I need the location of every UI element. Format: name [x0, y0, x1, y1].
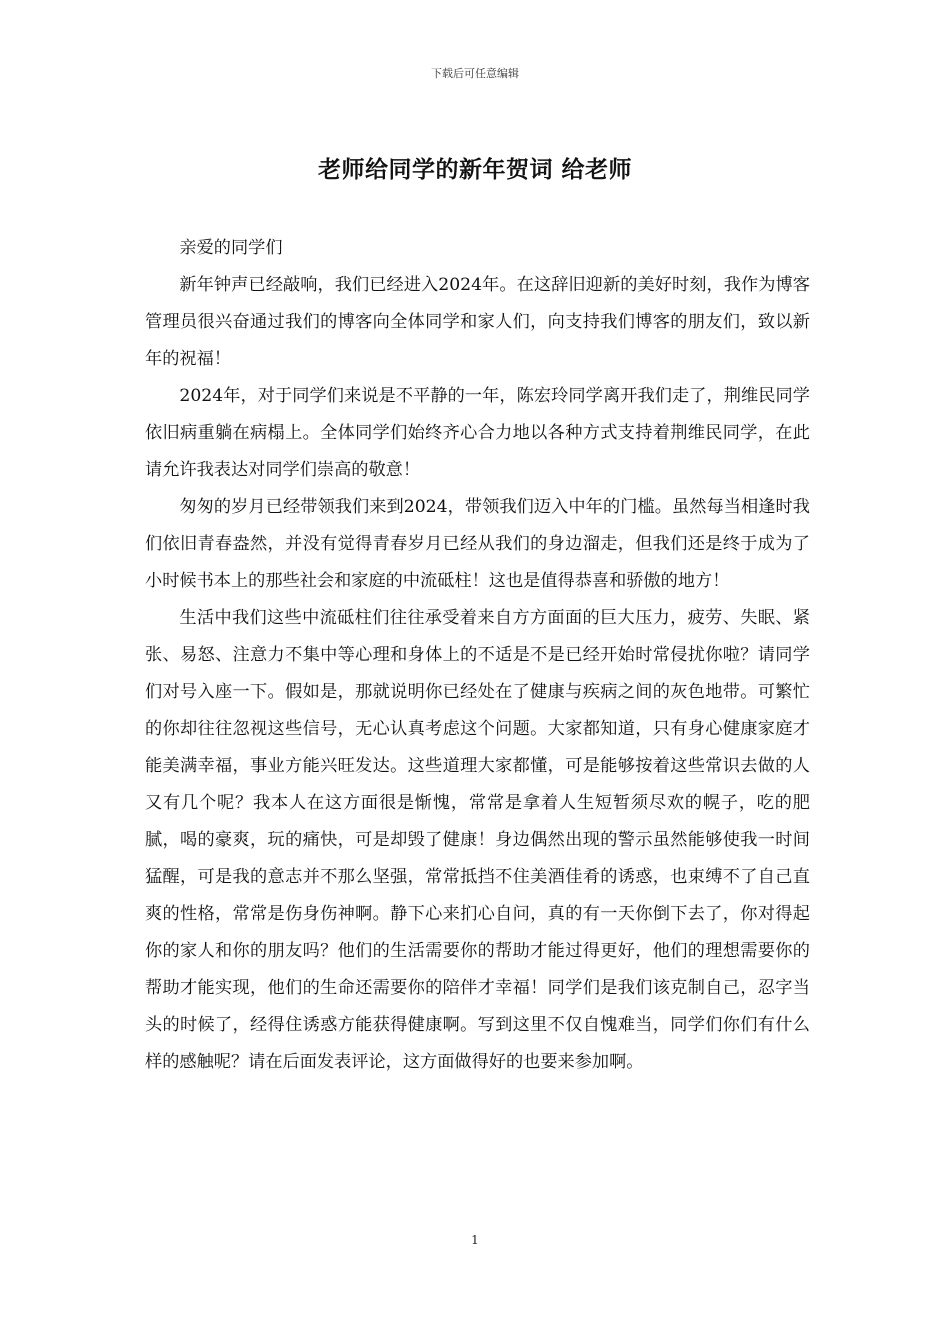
page-header-note: 下载后可任意编辑	[431, 67, 519, 80]
document-body	[145, 230, 810, 1081]
document-title: 老师给同学的新年贺词 给老师	[317, 156, 632, 183]
paragraph-4: 生活中我们这些中流砥柱们往往承受着来自方方面面的巨大压力，疲劳、失眠、紧张、易怒、注意力不集中等心理和身体上的不适是不是已经开始时常侵扰你啦？请同学们对号入座一下。假如是，那就说明你已经处在了健康与疾病之间的灰色地带。可繁忙的你却往往忽视这些信号，无心认真考虑这个问题。大家都知道，只有身心健康家庭才能美满幸福，事业方能兴旺发达。这些道理大家都懂，可是能够按着这些常识去做的人又有几个呢？我本人在这方面很是惭愧，常常是拿着人生短暂须尽欢的幌子，吃的肥腻，喝的豪爽，玩的痛快，可是却毁了健康！身边偶然出现的警示虽然能够使我一时间猛醒，可是我的意志并不那么坚强，常常抵挡不住美酒佳肴的诱惑，也束缚不了自己直爽的性格，常常是伤身伤神啊。静下心来扪心自问，真的有一天你倒下去了，你对得起你的家人和你的朋友吗？他们的生活需要你的帮助才能过得更好，他们的理想需要你的帮助才能实现，他们的生命还需要你的陪伴才幸福！同学们是我们该克制自己，忍字当头的时候了，经得住诱惑方能获得健康啊。写到这里不仅自愧难当，同学们你们有什么样的感触呢？请在后面发表评论，这方面做得好的也要来参加啊。	[145, 608, 810, 1072]
paragraph-1: 新年钟声已经敲响，我们已经进入2024年。在这辞旧迎新的美好时刻，我作为博客管理员很兴奋通过我们的博客向全体同学和家人们，向支持我们博客的朋友们，致以新年的祝福！	[145, 275, 810, 369]
greeting-line: 亲爱的同学们	[179, 238, 283, 258]
paragraph-2: 2024年，对于同学们来说是不平静的一年，陈宏玲同学离开我们走了，荆维民同学依旧病重躺在病榻上。全体同学们始终齐心合力地以各种方式支持着荆维民同学，在此请允许我表达对同学们崇高的敬意！	[145, 386, 810, 480]
page-number: 1	[471, 1233, 479, 1247]
paragraph-3: 匆匆的岁月已经带领我们来到2024，带领我们迈入中年的门槛。虽然每当相逢时我们依旧青春盎然，并没有觉得青春岁月已经从我们的身边溜走，但我们还是终于成为了小时候书本上的那些社会和家庭的中流砥柱！这也是值得恭喜和骄傲的地方！	[145, 497, 810, 591]
